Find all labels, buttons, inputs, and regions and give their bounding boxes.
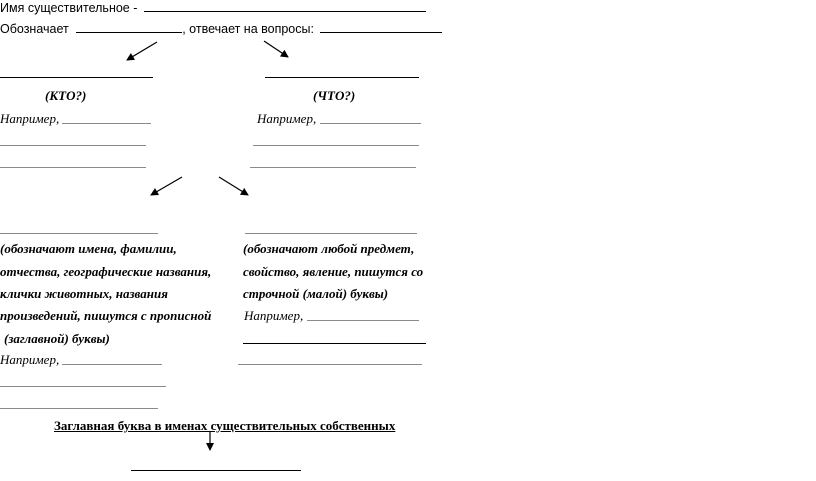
arrow-to-kto-icon [127,42,157,60]
chto-question: (ЧТО?) [313,88,356,103]
arrow-to-proper-icon [151,177,182,195]
noun-label: Имя существительное - [0,1,138,15]
proper-example-blank-3[interactable] [0,408,158,409]
right-example-blank-1[interactable] [320,123,421,124]
proper-example-label: Например, [0,352,60,367]
common-desc-line-3: строчной (малой) буквы) [243,286,389,301]
proper-desc-line-5: (заглавной) буквы) [4,331,110,346]
arrow-to-chto-icon [264,41,288,57]
common-example-blank-1[interactable] [307,320,419,321]
proper-noun-blank[interactable] [0,233,158,234]
definition-blank[interactable] [144,0,426,12]
kto-question: (КТО?) [45,88,87,103]
questions-blank[interactable] [320,21,442,33]
row-meaning-questions [0,21,442,37]
proper-example-blank-2[interactable] [0,386,166,387]
footer-blank[interactable] [131,470,301,471]
common-example-blank-2[interactable] [243,343,426,344]
common-desc-line-2: свойство, явление, пишутся со [243,264,424,279]
left-branch-blank[interactable] [0,77,153,78]
right-example-blank-2[interactable] [253,145,419,146]
common-example-label: Например, [244,308,304,323]
common-noun-blank[interactable] [245,233,417,234]
right-example-blank-3[interactable] [250,167,416,168]
meaning-label: Обозначает [0,22,69,36]
left-example-label: Например, [0,111,60,126]
right-example-label: Например, [257,111,317,126]
footer-title: Заглавная буква в именах существительных собственных [54,418,396,433]
proper-desc-line-2: отчества, географические названия, [0,264,212,279]
row-noun-definition [0,0,426,16]
common-desc-line-1: (обозначают любой предмет, [243,241,415,256]
questions-label: , отвечает на вопросы: [182,22,314,36]
proper-desc-line-3: клички животных, названия [0,286,168,301]
left-example-blank-1[interactable] [62,123,151,124]
proper-desc-line-4: произведений, пишутся с прописной [0,308,212,323]
arrow-to-common-icon [219,177,248,195]
right-branch-blank[interactable] [265,77,419,78]
proper-example-blank-1[interactable] [62,364,162,365]
meaning-blank[interactable] [76,21,182,33]
common-example-blank-3[interactable] [238,364,422,365]
left-example-blank-2[interactable] [0,145,146,146]
left-example-blank-3[interactable] [0,167,146,168]
proper-desc-line-1: (обозначают имена, фамилии, [0,241,177,256]
